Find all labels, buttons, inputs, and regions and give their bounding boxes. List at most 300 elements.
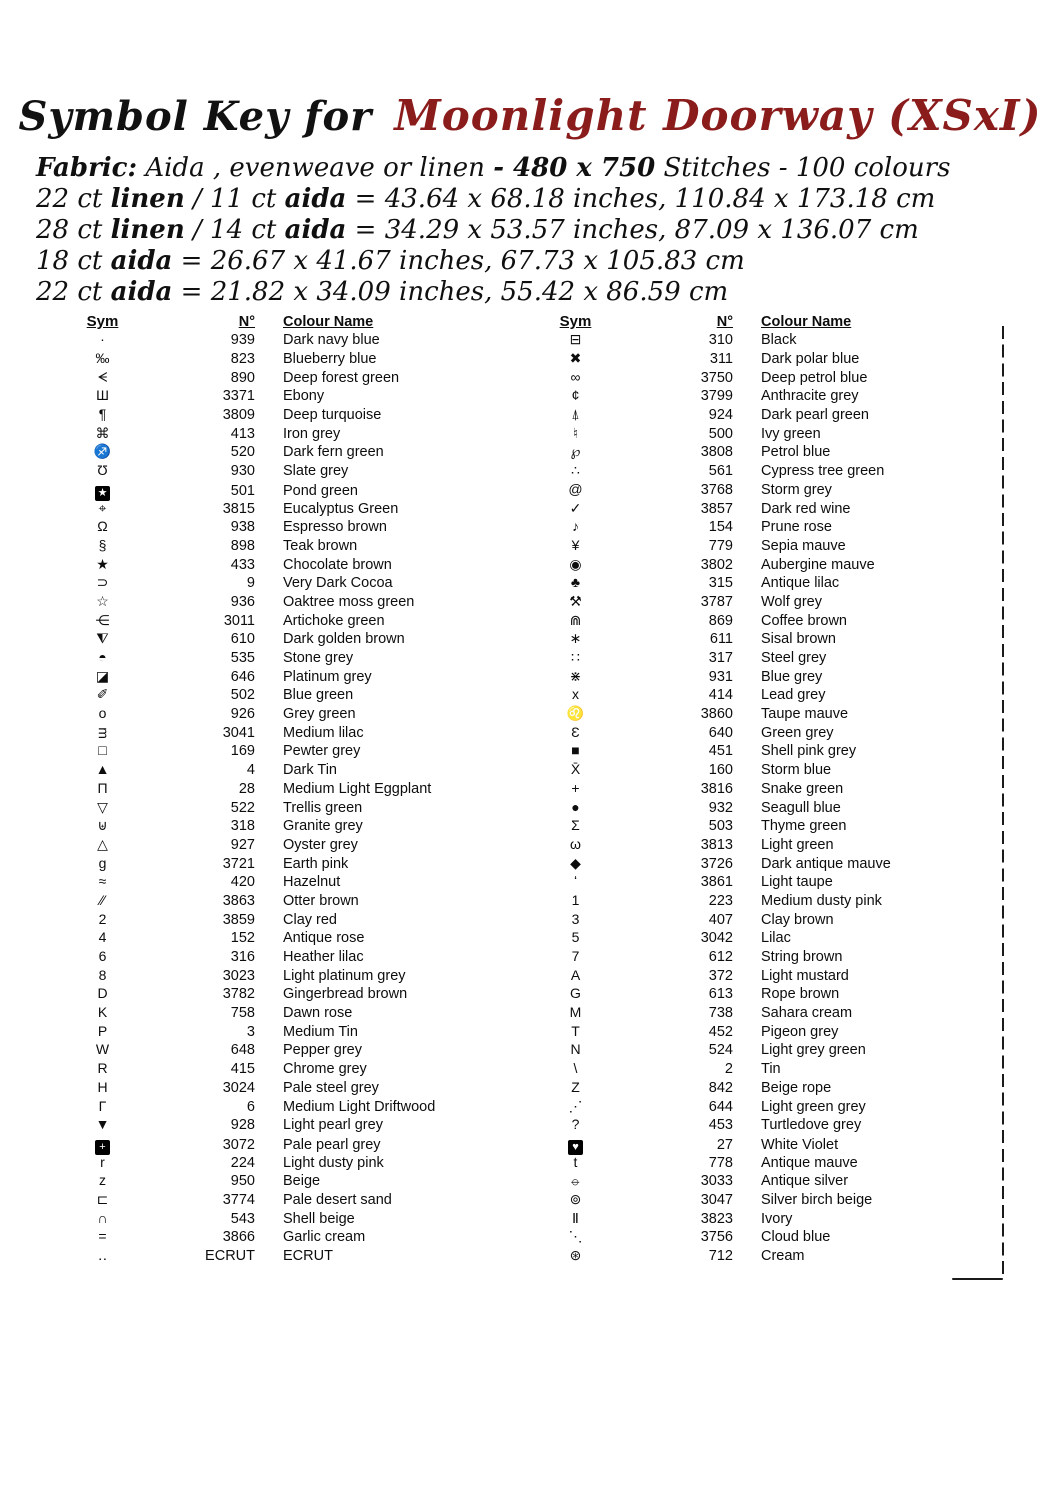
number-cell: 502 <box>230 687 255 704</box>
symbol-glyph: ⋲ <box>95 611 110 628</box>
symbol-glyph: □ <box>98 742 107 759</box>
table-row <box>538 424 1000 443</box>
number-cell: 3787 <box>700 593 733 610</box>
table-row <box>65 368 530 387</box>
symbol-cell <box>65 1079 140 1097</box>
colour-name-cell: Anthracite grey <box>761 388 859 405</box>
symbol-glyph: · <box>100 331 105 348</box>
number-cell: 3047 <box>700 1191 733 1208</box>
table-row <box>538 331 1000 350</box>
number-cell: 823 <box>230 351 255 368</box>
table-row <box>538 836 1000 855</box>
colour-name-cell: Blue green <box>283 687 354 704</box>
number-cell: 3023 <box>222 967 255 984</box>
symbol-glyph: Π <box>97 779 108 796</box>
column-header-num: N° <box>238 313 255 330</box>
symbol-glyph: △ <box>97 835 108 852</box>
symbol-cell <box>65 1191 140 1209</box>
colour-name-cell: Trellis green <box>283 799 363 816</box>
symbol-cell <box>65 518 140 536</box>
colour-name-cell: Light grey green <box>761 1042 866 1059</box>
table-row <box>538 892 1000 911</box>
colour-name-cell: Artichoke green <box>283 612 385 629</box>
symbol-cell <box>538 630 613 648</box>
symbol-glyph: K <box>97 1004 108 1021</box>
number-cell: 3041 <box>222 724 255 741</box>
symbol-glyph: ¶ <box>98 406 107 423</box>
number-cell: 224 <box>230 1154 255 1171</box>
colour-name-cell: Pepper grey <box>283 1042 362 1059</box>
number-cell: 924 <box>708 407 733 424</box>
symbol-glyph: Γ <box>98 1097 107 1114</box>
number-cell: 928 <box>230 1117 255 1134</box>
colour-name-cell: Dark pearl green <box>761 407 869 424</box>
symbol-cell <box>65 425 140 443</box>
symbol-cell <box>538 1172 613 1190</box>
colour-name-cell: Cypress tree green <box>761 463 885 480</box>
symbol-cell <box>65 387 140 405</box>
symbol-glyph: ✐ <box>96 686 109 703</box>
colour-name-cell: Dawn rose <box>283 1005 353 1022</box>
table-row <box>538 985 1000 1004</box>
colour-name-cell: Medium lilac <box>283 724 364 741</box>
symbol-cell <box>538 1079 613 1097</box>
symbol-glyph: ▽ <box>97 798 108 815</box>
table-row <box>65 910 530 929</box>
symbol-glyph: ⍋ <box>571 406 580 423</box>
fabric-line: 18 ct aida = 26.67 x 41.67 inches, 67.73 x 105.83 cm <box>36 246 745 276</box>
table-row <box>538 780 1000 799</box>
colour-name-cell: Light green grey <box>761 1098 866 1115</box>
number-cell: 372 <box>708 967 733 984</box>
symbol-glyph: ⚒ <box>569 592 582 609</box>
column-header-sym: Sym <box>559 313 592 330</box>
colour-name-cell: Seagull blue <box>761 799 841 816</box>
number-cell: 561 <box>708 463 733 480</box>
symbol-glyph: t <box>573 1153 578 1170</box>
symbol-glyph: ‥ <box>97 1247 108 1264</box>
symbol-glyph: ■ <box>571 742 580 759</box>
table-row <box>65 929 530 948</box>
table-row <box>538 686 1000 705</box>
title-pattern-name: Moonlight Doorway (XSxI) <box>394 91 1042 140</box>
symbol-cell <box>538 1210 613 1228</box>
table-row <box>538 1172 1000 1191</box>
colour-name-cell: Antique lilac <box>761 575 840 592</box>
number-cell: 415 <box>230 1061 255 1078</box>
symbol-glyph: G <box>570 985 581 1002</box>
table-row <box>65 873 530 892</box>
symbol-cell <box>538 1060 613 1078</box>
symbol-cell <box>65 892 140 910</box>
symbol-cell <box>65 705 140 723</box>
symbol-cell <box>538 929 613 947</box>
colour-name-cell: Dark navy blue <box>283 332 380 349</box>
symbol-cell <box>538 350 613 368</box>
symbol-glyph: ℘ <box>570 443 581 460</box>
table-row <box>65 350 530 369</box>
number-cell: 3721 <box>222 855 255 872</box>
colour-name-cell: Eucalyptus Green <box>283 500 399 517</box>
table-row <box>538 368 1000 387</box>
colour-name-cell: Medium Light Eggplant <box>283 780 432 797</box>
table-row <box>65 1041 530 1060</box>
header-row <box>65 312 530 331</box>
symbol-glyph: ♥ <box>568 1140 583 1155</box>
symbol-cell <box>65 855 140 873</box>
symbol-cell <box>65 742 140 760</box>
symbol-glyph: ¢ <box>571 387 580 404</box>
colour-name-cell: Teak brown <box>283 537 358 554</box>
colour-name-cell: Oyster grey <box>283 836 358 853</box>
symbol-glyph: ⋰ <box>568 1097 583 1114</box>
table-row <box>65 1191 530 1210</box>
symbol-glyph: r <box>100 1153 105 1170</box>
symbol-cell <box>538 799 613 817</box>
number-cell: 3860 <box>700 706 733 723</box>
colour-name-cell: Iron grey <box>283 425 341 442</box>
symbol-cell <box>65 1210 140 1228</box>
colour-name-cell: Beige rope <box>761 1079 832 1096</box>
symbol-cell <box>65 836 140 854</box>
number-cell: 3815 <box>222 500 255 517</box>
symbol-cell <box>65 556 140 574</box>
symbol-glyph: Ω <box>97 518 108 535</box>
colour-name-cell: Petrol blue <box>761 444 831 461</box>
table-row <box>538 966 1000 985</box>
colour-name-cell: Steel grey <box>761 650 827 667</box>
colour-name-cell: Tin <box>761 1061 781 1078</box>
symbol-cell <box>538 518 613 536</box>
table-row <box>65 836 530 855</box>
colour-name-cell: Oaktree moss green <box>283 593 415 610</box>
number-cell: 712 <box>708 1248 733 1265</box>
symbol-cell <box>65 1135 140 1155</box>
table-row <box>538 1191 1000 1210</box>
symbol-cell <box>538 1098 613 1116</box>
symbol-cell <box>538 537 613 555</box>
colour-name-cell: Stone grey <box>283 650 354 667</box>
table-row <box>538 742 1000 761</box>
symbol-glyph: 1 <box>571 891 580 908</box>
table-row <box>65 723 530 742</box>
table-row <box>538 350 1000 369</box>
symbol-glyph: @ <box>568 480 583 497</box>
colour-name-cell: Dark antique mauve <box>761 855 891 872</box>
symbol-glyph: \ <box>573 1060 578 1077</box>
symbol-cell <box>65 1116 140 1134</box>
table-row <box>65 742 530 761</box>
symbol-glyph: ☆ <box>96 592 109 609</box>
symbol-glyph: Ʊ <box>97 462 108 479</box>
number-cell: 3371 <box>222 388 255 405</box>
number-cell: 931 <box>708 668 733 685</box>
table-row <box>538 1247 1000 1266</box>
symbol-cell <box>538 780 613 798</box>
table-row <box>538 518 1000 537</box>
symbol-glyph: ≈ <box>98 873 107 890</box>
table-row <box>65 1153 530 1172</box>
symbol-cell <box>538 331 613 349</box>
table-row <box>538 462 1000 481</box>
colour-name-cell: Sahara cream <box>761 1005 853 1022</box>
colour-name-cell: Earth pink <box>283 855 349 872</box>
number-cell: 451 <box>708 743 733 760</box>
number-cell: ECRUT <box>205 1248 255 1265</box>
number-cell: 3861 <box>700 874 733 891</box>
colour-name-cell: Ivory <box>761 1210 793 1227</box>
colour-name-cell: Blueberry blue <box>283 351 377 368</box>
symbol-glyph: Ɛ <box>571 723 580 740</box>
symbol-glyph: ∞ <box>570 368 581 385</box>
symbol-cell <box>538 1023 613 1041</box>
number-cell: 310 <box>708 332 733 349</box>
number-cell: 414 <box>708 687 733 704</box>
symbol-cell <box>538 948 613 966</box>
number-cell: 433 <box>230 556 255 573</box>
rows-right <box>538 331 1000 1265</box>
number-cell: 535 <box>230 650 255 667</box>
number-cell: 3808 <box>700 444 733 461</box>
symbol-glyph: x <box>572 686 579 703</box>
number-cell: 3859 <box>222 911 255 928</box>
symbol-glyph: H <box>97 1078 108 1095</box>
colour-name-cell: Dark polar blue <box>761 351 860 368</box>
symbol-glyph: ◆ <box>570 854 581 871</box>
table-row <box>538 1079 1000 1098</box>
symbol-glyph: o <box>98 705 107 722</box>
table-row <box>65 1209 530 1228</box>
symbol-glyph: M <box>569 1004 582 1021</box>
number-cell: 501 <box>230 482 255 499</box>
symbol-cell <box>538 1191 613 1209</box>
colour-name-cell: Shell pink grey <box>761 743 857 760</box>
colour-name-cell: Sepia mauve <box>761 537 846 554</box>
colour-name-cell: Clay red <box>283 911 337 928</box>
number-cell: 3024 <box>222 1079 255 1096</box>
number-cell: 169 <box>230 743 255 760</box>
colour-name-cell: Silver birch beige <box>761 1191 873 1208</box>
symbol-glyph: ¥ <box>571 536 580 553</box>
number-cell: 3774 <box>222 1191 255 1208</box>
colour-name-cell: Dark fern green <box>283 444 384 461</box>
symbol-key-table <box>0 312 1060 1312</box>
table-row <box>538 705 1000 724</box>
number-cell: 9 <box>246 575 255 592</box>
rows-left <box>65 331 530 1265</box>
symbol-glyph: ◓ <box>98 649 107 666</box>
number-cell: 316 <box>230 949 255 966</box>
symbol-glyph: ● <box>571 798 580 815</box>
colour-name-cell: Light dusty pink <box>283 1154 384 1171</box>
table-row <box>538 1116 1000 1135</box>
symbol-cell <box>538 1135 613 1155</box>
number-cell: 610 <box>230 631 255 648</box>
symbol-cell <box>65 500 140 518</box>
colour-name-cell: Ivy green <box>761 425 821 442</box>
colour-name-cell: String brown <box>761 949 843 966</box>
symbol-cell <box>65 1004 140 1022</box>
symbol-glyph: ♪ <box>572 518 579 535</box>
number-cell: 223 <box>708 892 733 909</box>
colour-name-cell: Heather lilac <box>283 949 364 966</box>
number-cell: 898 <box>230 537 255 554</box>
symbol-cell <box>538 855 613 873</box>
number-cell: 640 <box>708 724 733 741</box>
table-row <box>538 929 1000 948</box>
symbol-cell <box>65 443 140 461</box>
symbol-cell <box>65 724 140 742</box>
number-cell: 160 <box>708 762 733 779</box>
fabric-line: 22 ct linen / 11 ct aida = 43.64 x 68.18 inches, 110.84 x 173.18 cm <box>36 184 936 214</box>
symbol-glyph: ᴟ <box>98 723 107 740</box>
table-row <box>65 424 530 443</box>
colour-name-cell: Snake green <box>761 780 844 797</box>
table-row <box>538 723 1000 742</box>
table-row <box>65 518 530 537</box>
number-cell: 407 <box>708 911 733 928</box>
symbol-glyph: 3 <box>571 910 580 927</box>
colour-name-cell: Pale pearl grey <box>283 1136 381 1153</box>
symbol-cell <box>65 350 140 368</box>
table-row <box>538 406 1000 425</box>
symbol-cell <box>538 1041 613 1059</box>
symbol-cell <box>538 574 613 592</box>
table-row <box>538 1022 1000 1041</box>
number-cell: 413 <box>230 425 255 442</box>
symbol-glyph: ⊏ <box>96 1190 109 1207</box>
number-cell: 3033 <box>700 1173 733 1190</box>
symbol-cell <box>65 574 140 592</box>
symbol-cell <box>538 1247 613 1265</box>
colour-name-cell: Light mustard <box>761 967 849 984</box>
number-cell: 318 <box>230 818 255 835</box>
colour-name-cell: Light taupe <box>761 874 833 891</box>
column-header-num: N° <box>716 313 733 330</box>
symbol-glyph: ω <box>570 835 581 852</box>
symbol-glyph: ♮ <box>572 424 578 441</box>
table-row <box>538 443 1000 462</box>
symbol-cell <box>538 612 613 630</box>
table-row <box>538 667 1000 686</box>
number-cell: 315 <box>708 575 733 592</box>
symbol-cell <box>538 873 613 891</box>
symbol-cell <box>65 537 140 555</box>
symbol-cell <box>538 817 613 835</box>
colour-name-cell: Chrome grey <box>283 1061 367 1078</box>
colour-name-cell: Dark Tin <box>283 762 337 779</box>
colour-name-cell: Pale steel grey <box>283 1079 379 1096</box>
symbol-cell <box>65 686 140 704</box>
number-cell: 4 <box>246 762 255 779</box>
colour-name-cell: Antique mauve <box>761 1154 858 1171</box>
symbol-glyph: ∷ <box>571 649 580 666</box>
colour-name-cell: Very Dark Cocoa <box>283 575 393 592</box>
symbol-glyph: Ш <box>96 387 109 404</box>
number-cell: 926 <box>230 706 255 723</box>
symbol-cell <box>538 406 613 424</box>
number-cell: 3726 <box>700 855 733 872</box>
table-row <box>538 649 1000 668</box>
symbol-cell <box>65 406 140 424</box>
number-cell: 758 <box>230 1005 255 1022</box>
colour-name-cell: Blue grey <box>761 668 823 685</box>
symbol-glyph: ⊃ <box>96 574 109 591</box>
symbol-glyph: A <box>570 966 581 983</box>
colour-name-cell: Grey green <box>283 706 356 723</box>
colour-name-cell: Antique silver <box>761 1173 849 1190</box>
colour-name-cell: Sisal brown <box>761 631 836 648</box>
symbol-glyph: + <box>571 779 580 796</box>
symbol-glyph: ⌖ <box>98 499 107 516</box>
symbol-cell <box>538 892 613 910</box>
colour-name-cell: Beige <box>283 1173 321 1190</box>
table-row <box>538 611 1000 630</box>
colour-name-cell: Deep forest green <box>283 369 400 386</box>
table-row <box>65 705 530 724</box>
table-row <box>538 1097 1000 1116</box>
table-row <box>538 1041 1000 1060</box>
symbol-glyph: ★ <box>96 555 109 572</box>
colour-name-cell: Pale desert sand <box>283 1191 392 1208</box>
number-cell: 152 <box>230 930 255 947</box>
number-cell: 3863 <box>222 892 255 909</box>
table-row <box>538 1153 1000 1172</box>
number-cell: 869 <box>708 612 733 629</box>
symbol-glyph: Σ <box>571 817 580 834</box>
number-cell: 522 <box>230 799 255 816</box>
table-row <box>65 499 530 518</box>
table-row <box>65 555 530 574</box>
colour-name-cell: Dark red wine <box>761 500 851 517</box>
symbol-glyph: D <box>97 985 108 1002</box>
symbol-glyph: § <box>98 536 107 553</box>
symbol-cell <box>65 1154 140 1172</box>
symbol-cell <box>538 593 613 611</box>
table-row <box>538 873 1000 892</box>
number-cell: 778 <box>708 1154 733 1171</box>
table-row <box>65 1228 530 1247</box>
number-cell: 27 <box>716 1136 733 1153</box>
colour-name-cell: Espresso brown <box>283 519 387 536</box>
number-cell: 2 <box>724 1061 733 1078</box>
symbol-cell <box>65 1023 140 1041</box>
symbol-cell <box>65 967 140 985</box>
colour-name-cell: Otter brown <box>283 892 359 909</box>
number-cell: 452 <box>708 1023 733 1040</box>
symbol-cell <box>65 462 140 480</box>
symbol-cell <box>65 369 140 387</box>
colour-name-cell: Hazelnut <box>283 874 341 891</box>
colour-name-cell: Thyme green <box>761 818 847 835</box>
symbol-cell <box>538 705 613 723</box>
symbol-cell <box>538 1116 613 1134</box>
number-cell: 3802 <box>700 556 733 573</box>
symbol-cell <box>65 948 140 966</box>
colour-name-cell: Light green <box>761 836 834 853</box>
colour-name-cell: Ebony <box>283 388 325 405</box>
number-cell: 3756 <box>700 1229 733 1246</box>
table-row <box>538 798 1000 817</box>
number-cell: 938 <box>230 519 255 536</box>
number-cell: 932 <box>708 799 733 816</box>
symbol-glyph: 7 <box>571 948 580 965</box>
number-cell: 3782 <box>222 986 255 1003</box>
colour-name-cell: Lilac <box>761 930 791 947</box>
table-row <box>65 966 530 985</box>
table-row <box>65 387 530 406</box>
colour-name-cell: Pond green <box>283 482 358 499</box>
